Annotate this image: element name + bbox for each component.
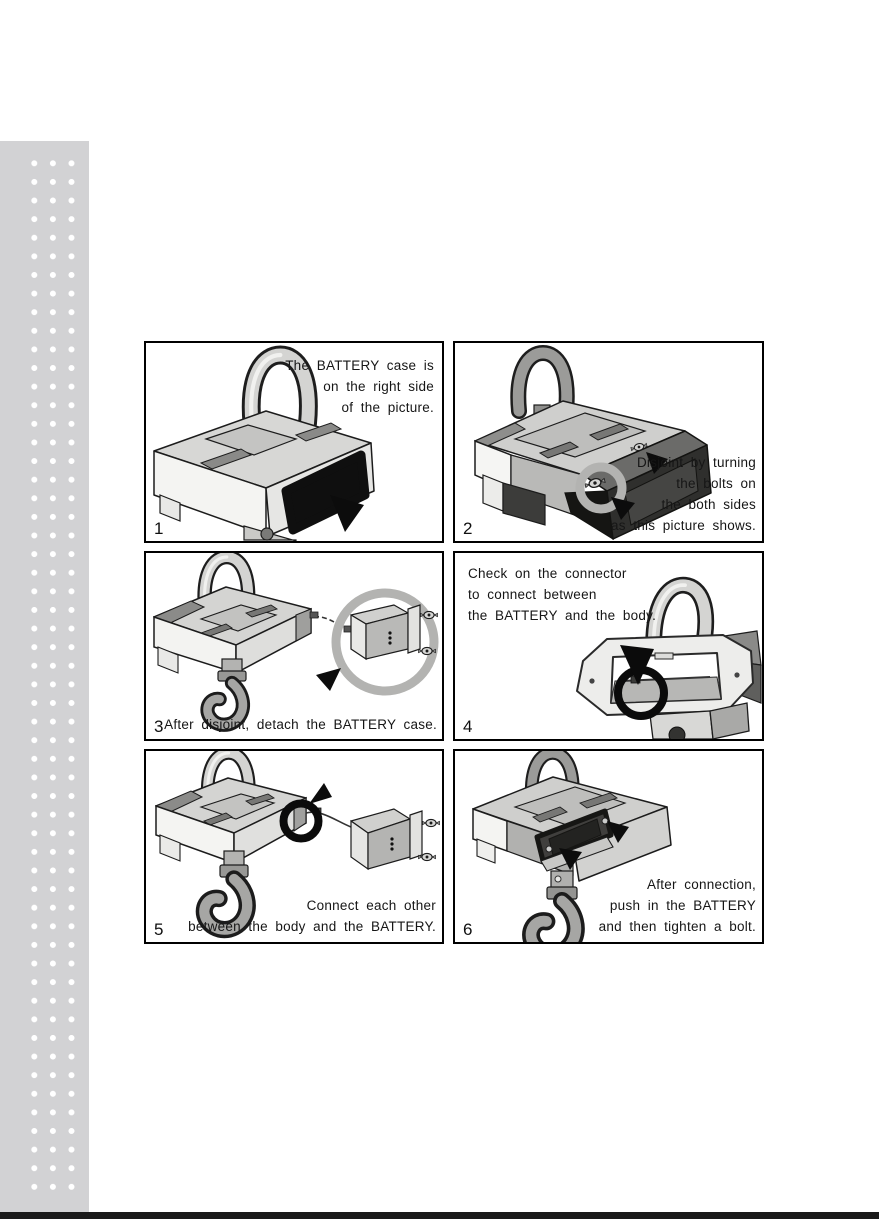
caption-line: Check on the connector (468, 566, 627, 581)
page-bottom-rule (0, 1212, 879, 1219)
battery-case (351, 809, 440, 869)
page-margin-band (0, 141, 89, 1219)
step-number: 5 (154, 920, 164, 939)
caption-line: the BATTERY and the body. (468, 608, 657, 623)
crane-scale-body (154, 557, 311, 725)
step-panel-6 (453, 749, 764, 944)
step-caption (285, 355, 434, 418)
step-number: 4 (463, 717, 473, 736)
plug (310, 612, 318, 618)
tighten-bolt (546, 846, 552, 852)
arrow-indicator (316, 668, 341, 691)
caption-line: After connection, (646, 877, 756, 892)
battery-case (351, 605, 438, 659)
caption-line: push in the BATTERY (609, 898, 756, 913)
caption-line: between the body and the BATTERY. (188, 919, 436, 934)
step-panel-3 (144, 551, 444, 741)
step-caption (599, 874, 756, 937)
tighten-bolt (602, 818, 608, 824)
caption-line: the both sides (661, 497, 756, 512)
caption-line: and then tighten a bolt. (598, 919, 756, 934)
step-number: 1 (154, 519, 164, 538)
step-panel-1 (144, 341, 444, 543)
step-panel-5 (144, 749, 444, 944)
step-caption (164, 714, 437, 735)
caption-line: to connect between (468, 587, 597, 602)
caption-line: the bolts on (676, 476, 756, 491)
caption-line: Disjoint by turning (636, 455, 756, 470)
step-caption (188, 895, 436, 937)
arrow-indicator (309, 783, 332, 804)
connector-cable (306, 812, 351, 827)
panel-3-illustration (146, 553, 442, 739)
step-caption (611, 452, 756, 536)
caption-line: After disjoint, detach the BATTERY case. (164, 717, 437, 732)
caption-line: as this picture shows. (610, 518, 756, 533)
step-number: 3 (154, 717, 164, 736)
dot-pattern (25, 154, 81, 1197)
caption-line: on the right side (323, 379, 434, 394)
step-number: 6 (463, 920, 473, 939)
step-panel-4 (453, 551, 764, 741)
step-caption (468, 563, 656, 626)
caption-line: of the picture. (341, 400, 434, 415)
caption-line: Connect each other (306, 898, 436, 913)
step-number: 2 (463, 519, 473, 538)
caption-line: The BATTERY case is (285, 358, 434, 373)
step-panel-2 (453, 341, 764, 543)
hook-assembly (531, 871, 577, 942)
